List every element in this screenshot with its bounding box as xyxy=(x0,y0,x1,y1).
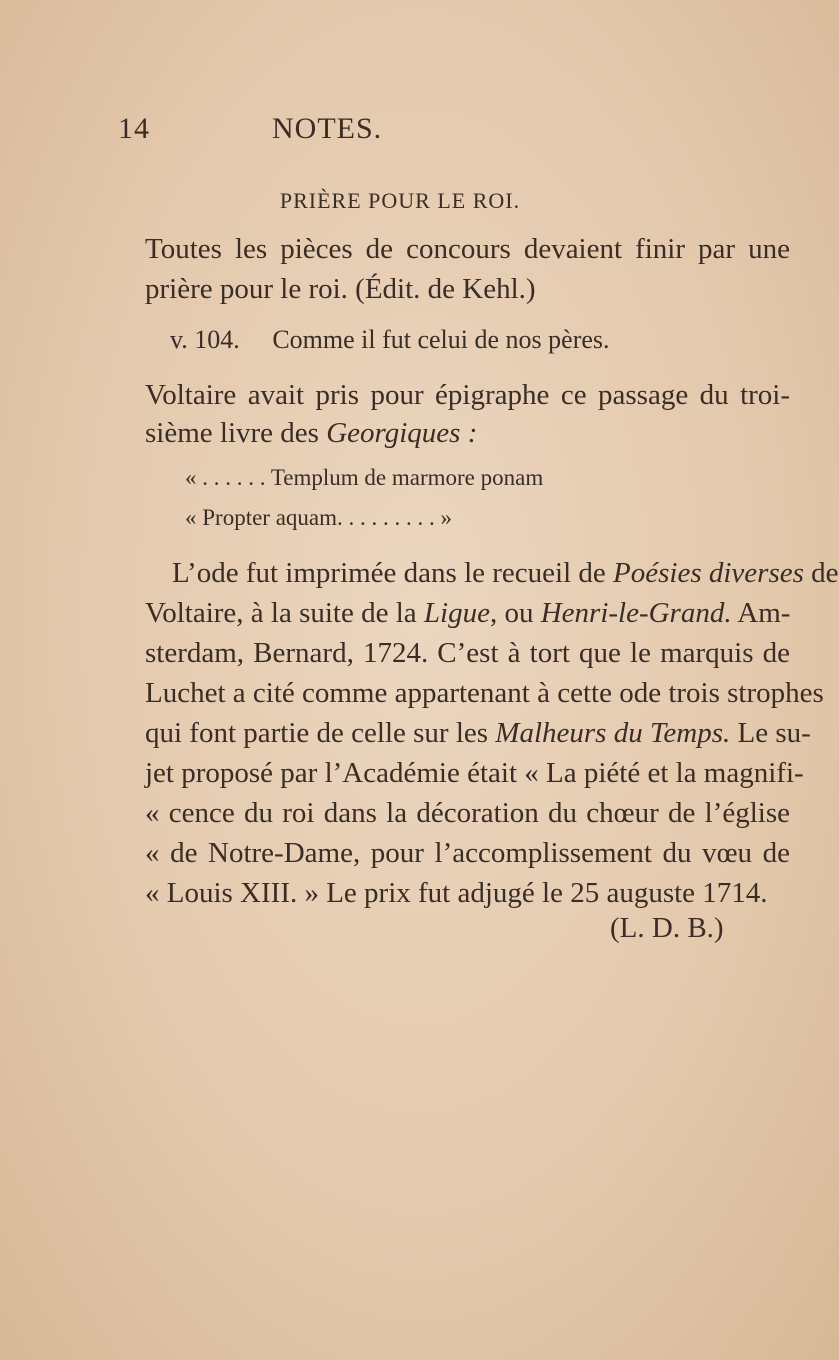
page-number: 14 xyxy=(118,112,150,145)
verse-text: Comme il fut celui de nos pères. xyxy=(272,325,610,354)
text: , ou xyxy=(489,597,541,629)
running-title: NOTES. xyxy=(272,112,383,145)
verse-label: v. 104. xyxy=(170,325,240,354)
text: qui font partie de celle sur les xyxy=(145,717,496,749)
section-title: PRIÈRE POUR LE ROI. xyxy=(279,188,521,213)
text-italic: Malheurs du Temps. xyxy=(495,717,731,749)
paragraph-line: « cence du roi dans la décoration du chœur de l’église xyxy=(145,797,790,829)
paragraph-line: sterdam, Bernard, 1724. C’est à tort que le marquis de xyxy=(145,637,790,669)
paragraph-line: prière pour le roi. (Édit. de Kehl.) xyxy=(145,273,536,305)
text-italic: Ligue xyxy=(423,597,490,629)
paragraph-line xyxy=(145,416,790,450)
signature: (L. D. B.) xyxy=(610,912,724,944)
text: sième livre des xyxy=(145,417,327,449)
quote-line: « . . . . . . Templum de marmore ponam xyxy=(185,465,544,490)
text: Am- xyxy=(731,597,791,629)
paragraph-line: « Louis XIII. » Le prix fut adjugé le 25 auguste 1714. xyxy=(145,877,768,909)
text-italic: Henri-le-Grand. xyxy=(540,597,732,629)
paragraph-line: Luchet a cité comme appartenant à cette ode trois strophes xyxy=(145,677,824,709)
verse-reference xyxy=(170,325,610,355)
paragraph-line: Voltaire avait pris pour épigraphe ce passage du troi- xyxy=(145,379,790,411)
text-italic: Poésies diverses xyxy=(613,557,804,589)
text: L’ode fut imprimée dans le recueil de xyxy=(172,557,614,589)
text: Le su- xyxy=(730,717,811,749)
book-title: Georgiques : xyxy=(326,417,478,449)
quote-line: « Propter aquam. . . . . . . . . » xyxy=(185,505,453,530)
text: Voltaire, à la suite de la xyxy=(145,597,424,629)
text: de xyxy=(803,557,839,589)
paragraph-line xyxy=(145,716,811,750)
paragraph-line xyxy=(145,596,790,630)
paragraph-line: Toutes les pièces de concours devaient finir par une xyxy=(145,233,790,265)
paragraph-line xyxy=(172,556,839,590)
paragraph-line: jet proposé par l’Académie était « La piété et la magnifi- xyxy=(145,757,804,789)
paragraph-line: « de Notre-Dame, pour l’accomplissement du vœu de xyxy=(145,837,790,869)
